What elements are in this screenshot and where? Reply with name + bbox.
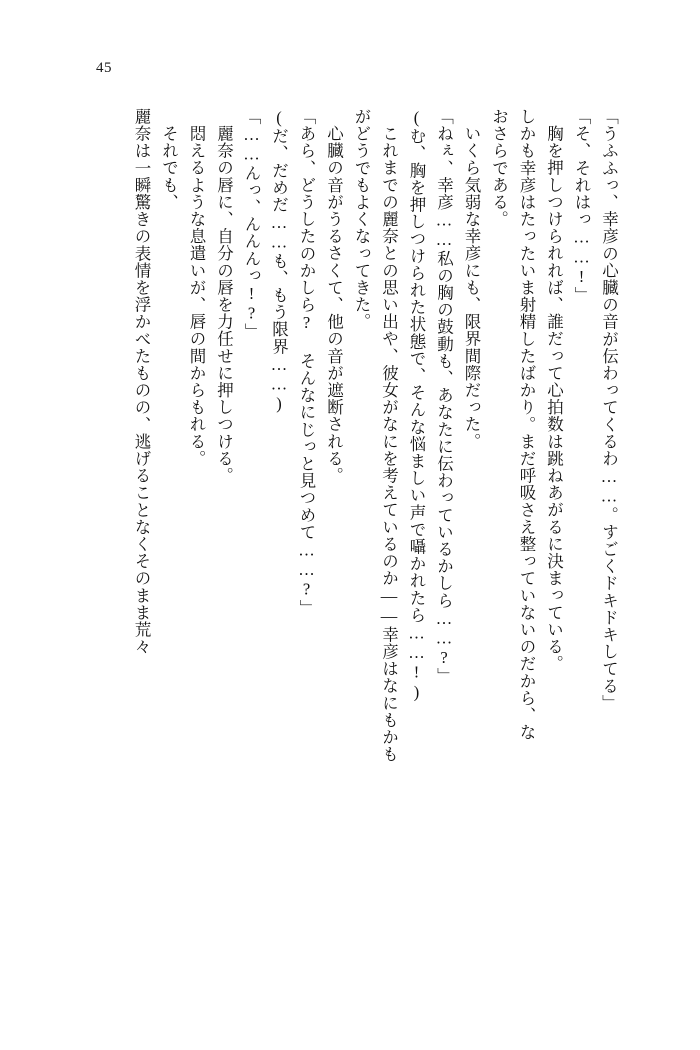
text-column: 麗奈は一瞬驚きの表情を浮かべたものの、逃げることなくそのまま荒々 xyxy=(132,108,151,656)
text-column: 胸を押しつけられれば、誰だって心拍数は跳ねあがるに決まっている。 xyxy=(544,125,564,673)
text-column: 麗奈の唇に、自分の唇を力任せに押しつける。 xyxy=(214,125,234,485)
text-column: (だ、だめだ……も、もう限界……) xyxy=(269,108,289,414)
text-column: しかも幸彦はたったいま射精したばかり。まだ呼吸さえ整っていないのだから、な xyxy=(517,108,536,741)
text-column: 「うふふっ、幸彦の心臓の音が伝わってくるわ……。すごくドキドキしてる」 xyxy=(599,108,619,712)
text-column: 「……んっ、んんんっ!?」 xyxy=(242,108,261,341)
text-column: 「そ、それはっ……!」 xyxy=(572,108,591,304)
text-column: それでも、 xyxy=(159,125,179,211)
vertical-text-body xyxy=(62,108,622,988)
text-column: いくら気弱な幸彦にも、限界間際だった。 xyxy=(462,125,481,450)
text-column: 悶えるような息遣いが、唇の間からもれる。 xyxy=(187,125,206,467)
text-column: 「ねぇ、幸彦……私の胸の鼓動も、あなたに伝わっているかしら……?」 xyxy=(434,108,454,685)
text-column: (む、胸を押しつけられた状態で、そんな悩ましい声で囁かれたら……!) xyxy=(407,108,426,702)
text-column: 心臓の音がうるさくて、他の音が遮断される。 xyxy=(324,125,344,485)
text-column: 「あら、どうしたのかしら? そんなにじっと見つめて……?」 xyxy=(297,108,316,617)
text-column: おさらである。 xyxy=(489,108,509,228)
text-column: これまでの麗奈との思い出や、彼女がなにを考えているのか――幸彦はなにもかも xyxy=(379,125,399,763)
page-number: 45 xyxy=(96,60,112,76)
text-column: がどうでもよくなってきた。 xyxy=(352,108,371,331)
